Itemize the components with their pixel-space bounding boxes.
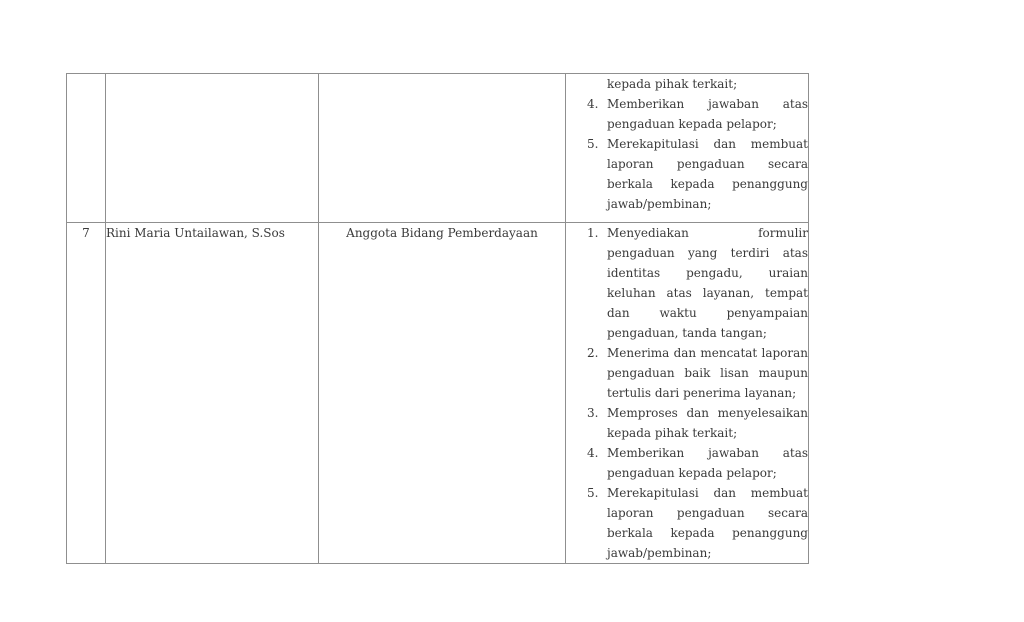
task-number: 5.: [587, 137, 599, 151]
row-number-cell: 7: [67, 223, 106, 564]
task-text: Menyediakan formulir pengaduan yang terdiri atas identitas pengadu, uraian keluhan atas layanan, tempat dan waktu penyampaian pengaduan, tanda tangan;: [607, 226, 808, 340]
position-cell: [319, 74, 566, 223]
task-number: [587, 74, 607, 94]
task-number: 3.: [587, 406, 599, 420]
task-number: 2.: [587, 346, 599, 360]
task-text: kepada pihak terkait;: [607, 77, 738, 91]
row-number-cell: [67, 74, 106, 223]
task-item: [587, 443, 808, 483]
task-number: 4.: [587, 446, 599, 460]
task-text: Menerima dan mencatat laporan pengaduan baik lisan maupun tertulis dari penerima layanan;: [607, 346, 808, 400]
table-body: [67, 74, 809, 564]
task-item: [587, 403, 808, 443]
task-item: [587, 74, 808, 94]
member-name-cell: Rini Maria Untailawan, S.Sos: [106, 223, 319, 564]
position-cell: Anggota Bidang Pemberdayaan: [319, 223, 566, 564]
task-text: Memproses dan menyelesaikan kepada pihak terkait;: [607, 406, 808, 440]
task-text: Memberikan jawaban atas pengaduan kepada pelapor;: [607, 97, 808, 131]
task-text: Merekapitulasi dan membuat laporan pengaduan secara berkala kepada penanggung jawab/pembinan;: [607, 486, 808, 560]
task-text: Merekapitulasi dan membuat laporan pengaduan secara berkala kepada penanggung jawab/pembinan;: [607, 137, 808, 211]
task-item: [587, 223, 808, 343]
task-item: [587, 134, 808, 214]
task-number: 5.: [587, 486, 599, 500]
member-name-cell: [106, 74, 319, 223]
task-item: [587, 94, 808, 134]
tasks-cell: [566, 223, 809, 564]
task-text: Memberikan jawaban atas pengaduan kepada pelapor;: [607, 446, 808, 480]
task-item: [587, 483, 808, 563]
task-number: 1.: [587, 226, 599, 240]
duties-table: [66, 73, 809, 564]
tasks-cell: [566, 74, 809, 223]
task-item: [587, 343, 808, 403]
table-row: [67, 223, 809, 564]
table-row: [67, 74, 809, 223]
task-number: 4.: [587, 97, 599, 111]
